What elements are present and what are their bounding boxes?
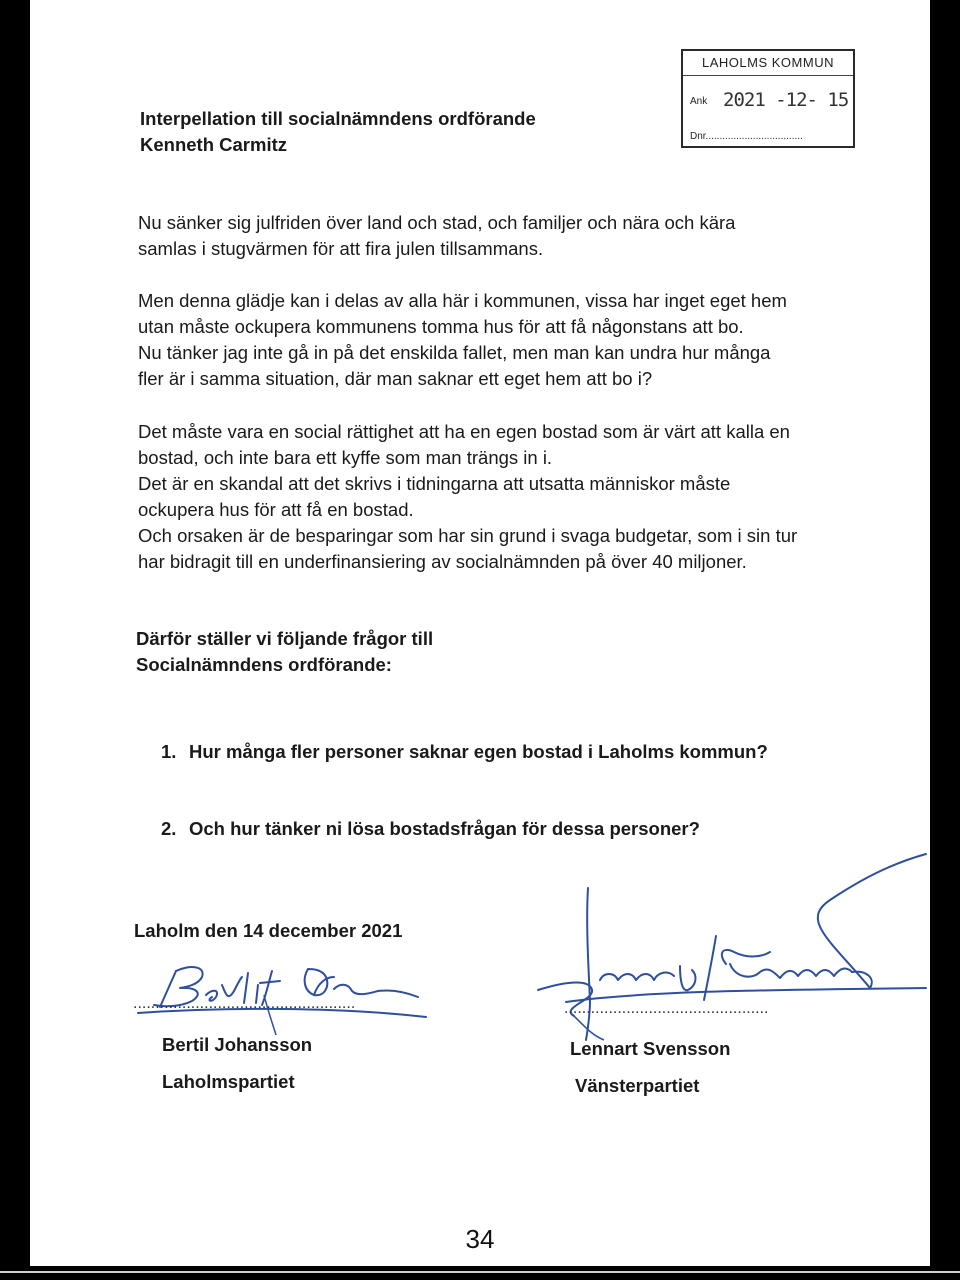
bottom-rule — [0, 1271, 960, 1273]
paragraph-line: har bidragit till en underfinansiering av socialnämnden på över 40 miljoner. — [138, 551, 747, 572]
stamp-date: 2021 -12- 15 — [723, 89, 849, 111]
paragraph-line: Det är en skandal att det skrivs i tidningarna att utsatta människor måste — [138, 473, 731, 494]
question-text: Hur många fler personer saknar egen bostad i Laholms kommun? — [189, 741, 768, 762]
signer-name-1: Bertil Johansson — [162, 1034, 313, 1055]
stamp-dnr: Dnr................................... — [690, 131, 803, 142]
question-1 — [161, 741, 768, 763]
paragraph-line: ockupera hus för att få en bostad. — [138, 499, 414, 520]
paragraph-1 — [138, 210, 858, 262]
signature-lennart-svensson — [530, 840, 930, 1050]
paragraph-line: Men denna glädje kan i delas av alla här i kommunen, vissa har inget eget hem — [138, 290, 787, 311]
paragraph-line: fler är i samma situation, där man saknar ett eget hem att bo i? — [138, 368, 653, 389]
question-number: 2. — [161, 818, 177, 839]
received-stamp — [681, 49, 855, 148]
paragraph-line: bostad, och inte bara ett kyffe som man trängs in i. — [138, 447, 553, 468]
paragraph-line: Nu tänker jag inte gå in på det enskilda fallet, men man kan undra hur många — [138, 342, 771, 363]
stamp-ank-label: Ank — [690, 96, 708, 107]
questions-intro-line-2: Socialnämndens ordförande: — [136, 654, 392, 675]
signature-line-2: .............................................. — [564, 1000, 769, 1017]
paragraph-line: samlas i stugvärmen för att fira julen tillsammans. — [138, 238, 544, 259]
heading-line-1: Interpellation till socialnämndens ordförande — [140, 108, 536, 129]
paragraph-3 — [138, 419, 858, 575]
signer-party-2: Vänsterpartiet — [575, 1075, 700, 1096]
heading-line-2: Kenneth Carmitz — [140, 134, 287, 155]
question-number: 1. — [161, 741, 177, 762]
paragraph-line: utan måste ockupera kommunens tomma hus för att få någonstans att bo. — [138, 316, 744, 337]
questions-intro-line-1: Därför ställer vi följande frågor till — [136, 628, 434, 649]
page-number: 34 — [465, 1224, 495, 1254]
place-date: Laholm den 14 december 2021 — [134, 920, 403, 941]
questions-intro — [136, 626, 433, 678]
paragraph-2 — [138, 288, 858, 392]
question-text: Och hur tänker ni lösa bostadsfrågan för dessa personer? — [189, 818, 700, 839]
stamp-title: LAHOLMS KOMMUN — [683, 55, 853, 76]
signer-party-1: Laholmspartiet — [162, 1071, 295, 1092]
question-2 — [161, 818, 700, 840]
paragraph-line: Det måste vara en social rättighet att ha en egen bostad som är värt att kalla en — [138, 421, 790, 442]
signer-name-2: Lennart Svensson — [570, 1038, 731, 1059]
signature-line-1: .................................................. — [133, 995, 356, 1012]
paragraph-line: Och orsaken är de besparingar som har sin grund i svaga budgetar, som i sin tur — [138, 525, 798, 546]
document-page — [30, 0, 930, 1266]
paragraph-line: Nu sänker sig julfriden över land och stad, och familjer och nära och kära — [138, 212, 736, 233]
document-heading — [140, 106, 536, 158]
